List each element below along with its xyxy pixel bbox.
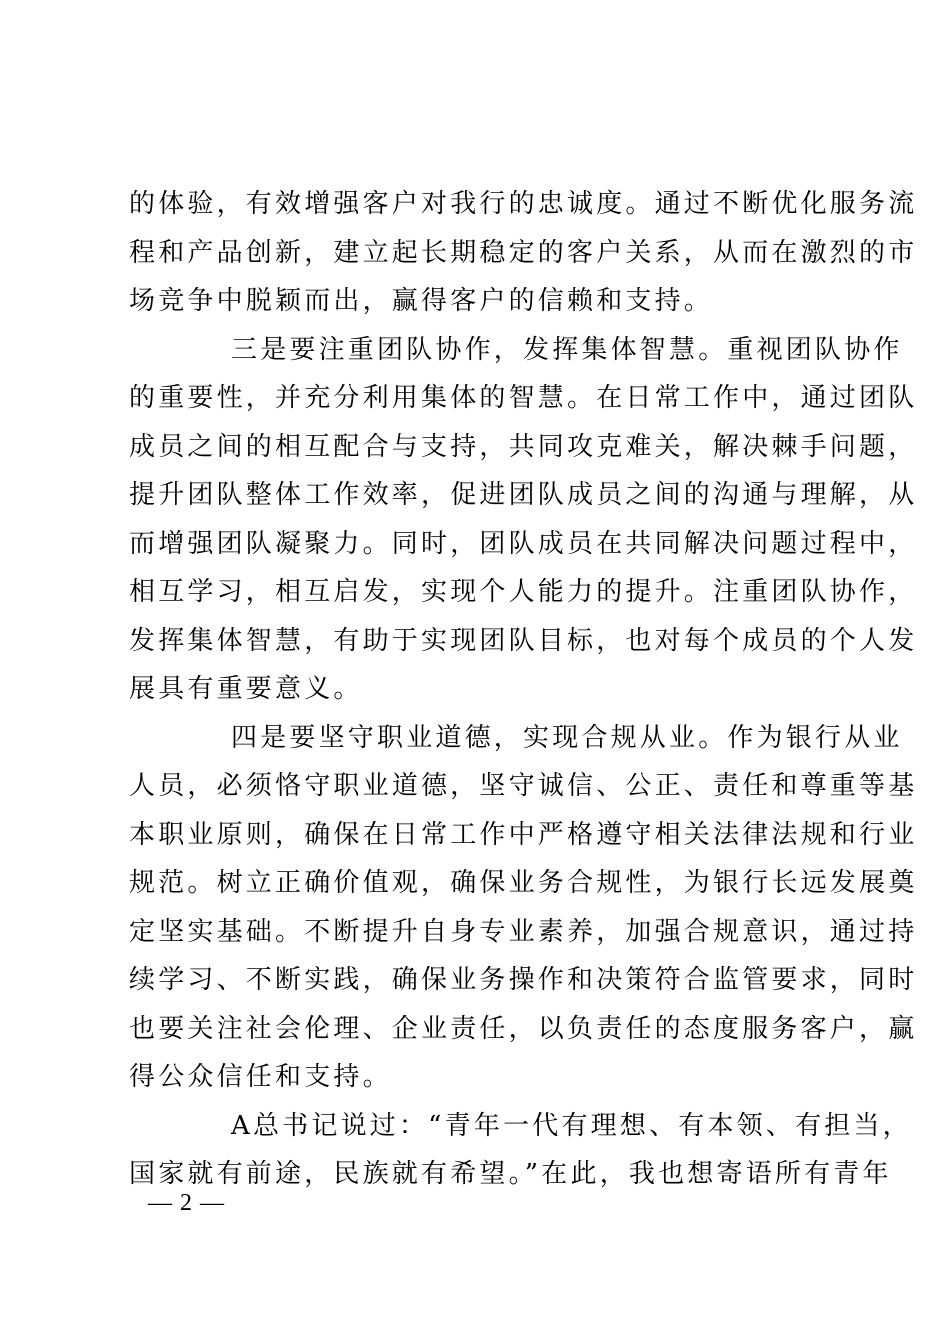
text-line: 也要关注社会伦理、企业责任，以负责任的态度服务客户，赢 — [129, 1013, 918, 1044]
text-line: 提升团队整体工作效率，促进团队成员之间的沟通与理解，从 — [129, 480, 918, 510]
text-line: 续学习、不断实践，确保业务操作和决策符合监管要求，同时 — [129, 965, 918, 995]
paragraph-start-line: 四是要坚守职业道德，实现合规从业。作为银行从业 — [231, 722, 903, 753]
text-line: 成员之间的相互配合与支持，共同攻克难关，解决棘手问题， — [129, 431, 918, 462]
text-line: 国家就有前途，民族就有希望。”在此，我也想寄语所有青年 — [129, 1159, 892, 1189]
text-line: 场竞争中脱颖而出，赢得客户的信赖和支持。 — [129, 286, 714, 316]
text-line: 定坚实基础。不断提升自身专业素养，加强合规意识，通过持 — [129, 916, 918, 947]
text-line: 的体验，有效增强客户对我行的忠诚度。通过不断优化服务流 — [129, 189, 918, 219]
body-text — [129, 180, 918, 1199]
text-line: 的重要性，并充分利用集体的智慧。在日常工作中，通过团队 — [129, 383, 918, 413]
text-line: 规范。树立正确价值观，确保业务合规性，为银行长远发展奠 — [129, 868, 918, 898]
text-line: 展具有重要意义。 — [129, 674, 363, 704]
text-line: 发挥集体智慧，有助于实现团队目标，也对每个成员的个人发 — [129, 625, 918, 656]
text-line: 本职业原则，确保在日常工作中严格遵守相关法律法规和行业 — [129, 819, 918, 850]
text-line: 程和产品创新，建立起长期稳定的客户关系，从而在激烈的市 — [129, 237, 918, 268]
text-line: 而增强团队凝聚力。同时，团队成员在共同解决问题过程中， — [129, 528, 918, 559]
paragraph-start-line: A总书记说过：“青年一代有理想、有本领、有担当， — [231, 1110, 912, 1141]
text-line: 人员，必须恪守职业道德，坚守诚信、公正、责任和尊重等基 — [129, 771, 918, 801]
page-number: — 2 — — [148, 1190, 225, 1216]
paragraph-start-line: 三是要注重团队协作，发挥集体智慧。重视团队协作 — [231, 334, 903, 365]
text-line: 得公众信任和支持。 — [129, 1062, 392, 1092]
text-line: 相互学习，相互启发，实现个人能力的提升。注重团队协作， — [129, 577, 918, 607]
